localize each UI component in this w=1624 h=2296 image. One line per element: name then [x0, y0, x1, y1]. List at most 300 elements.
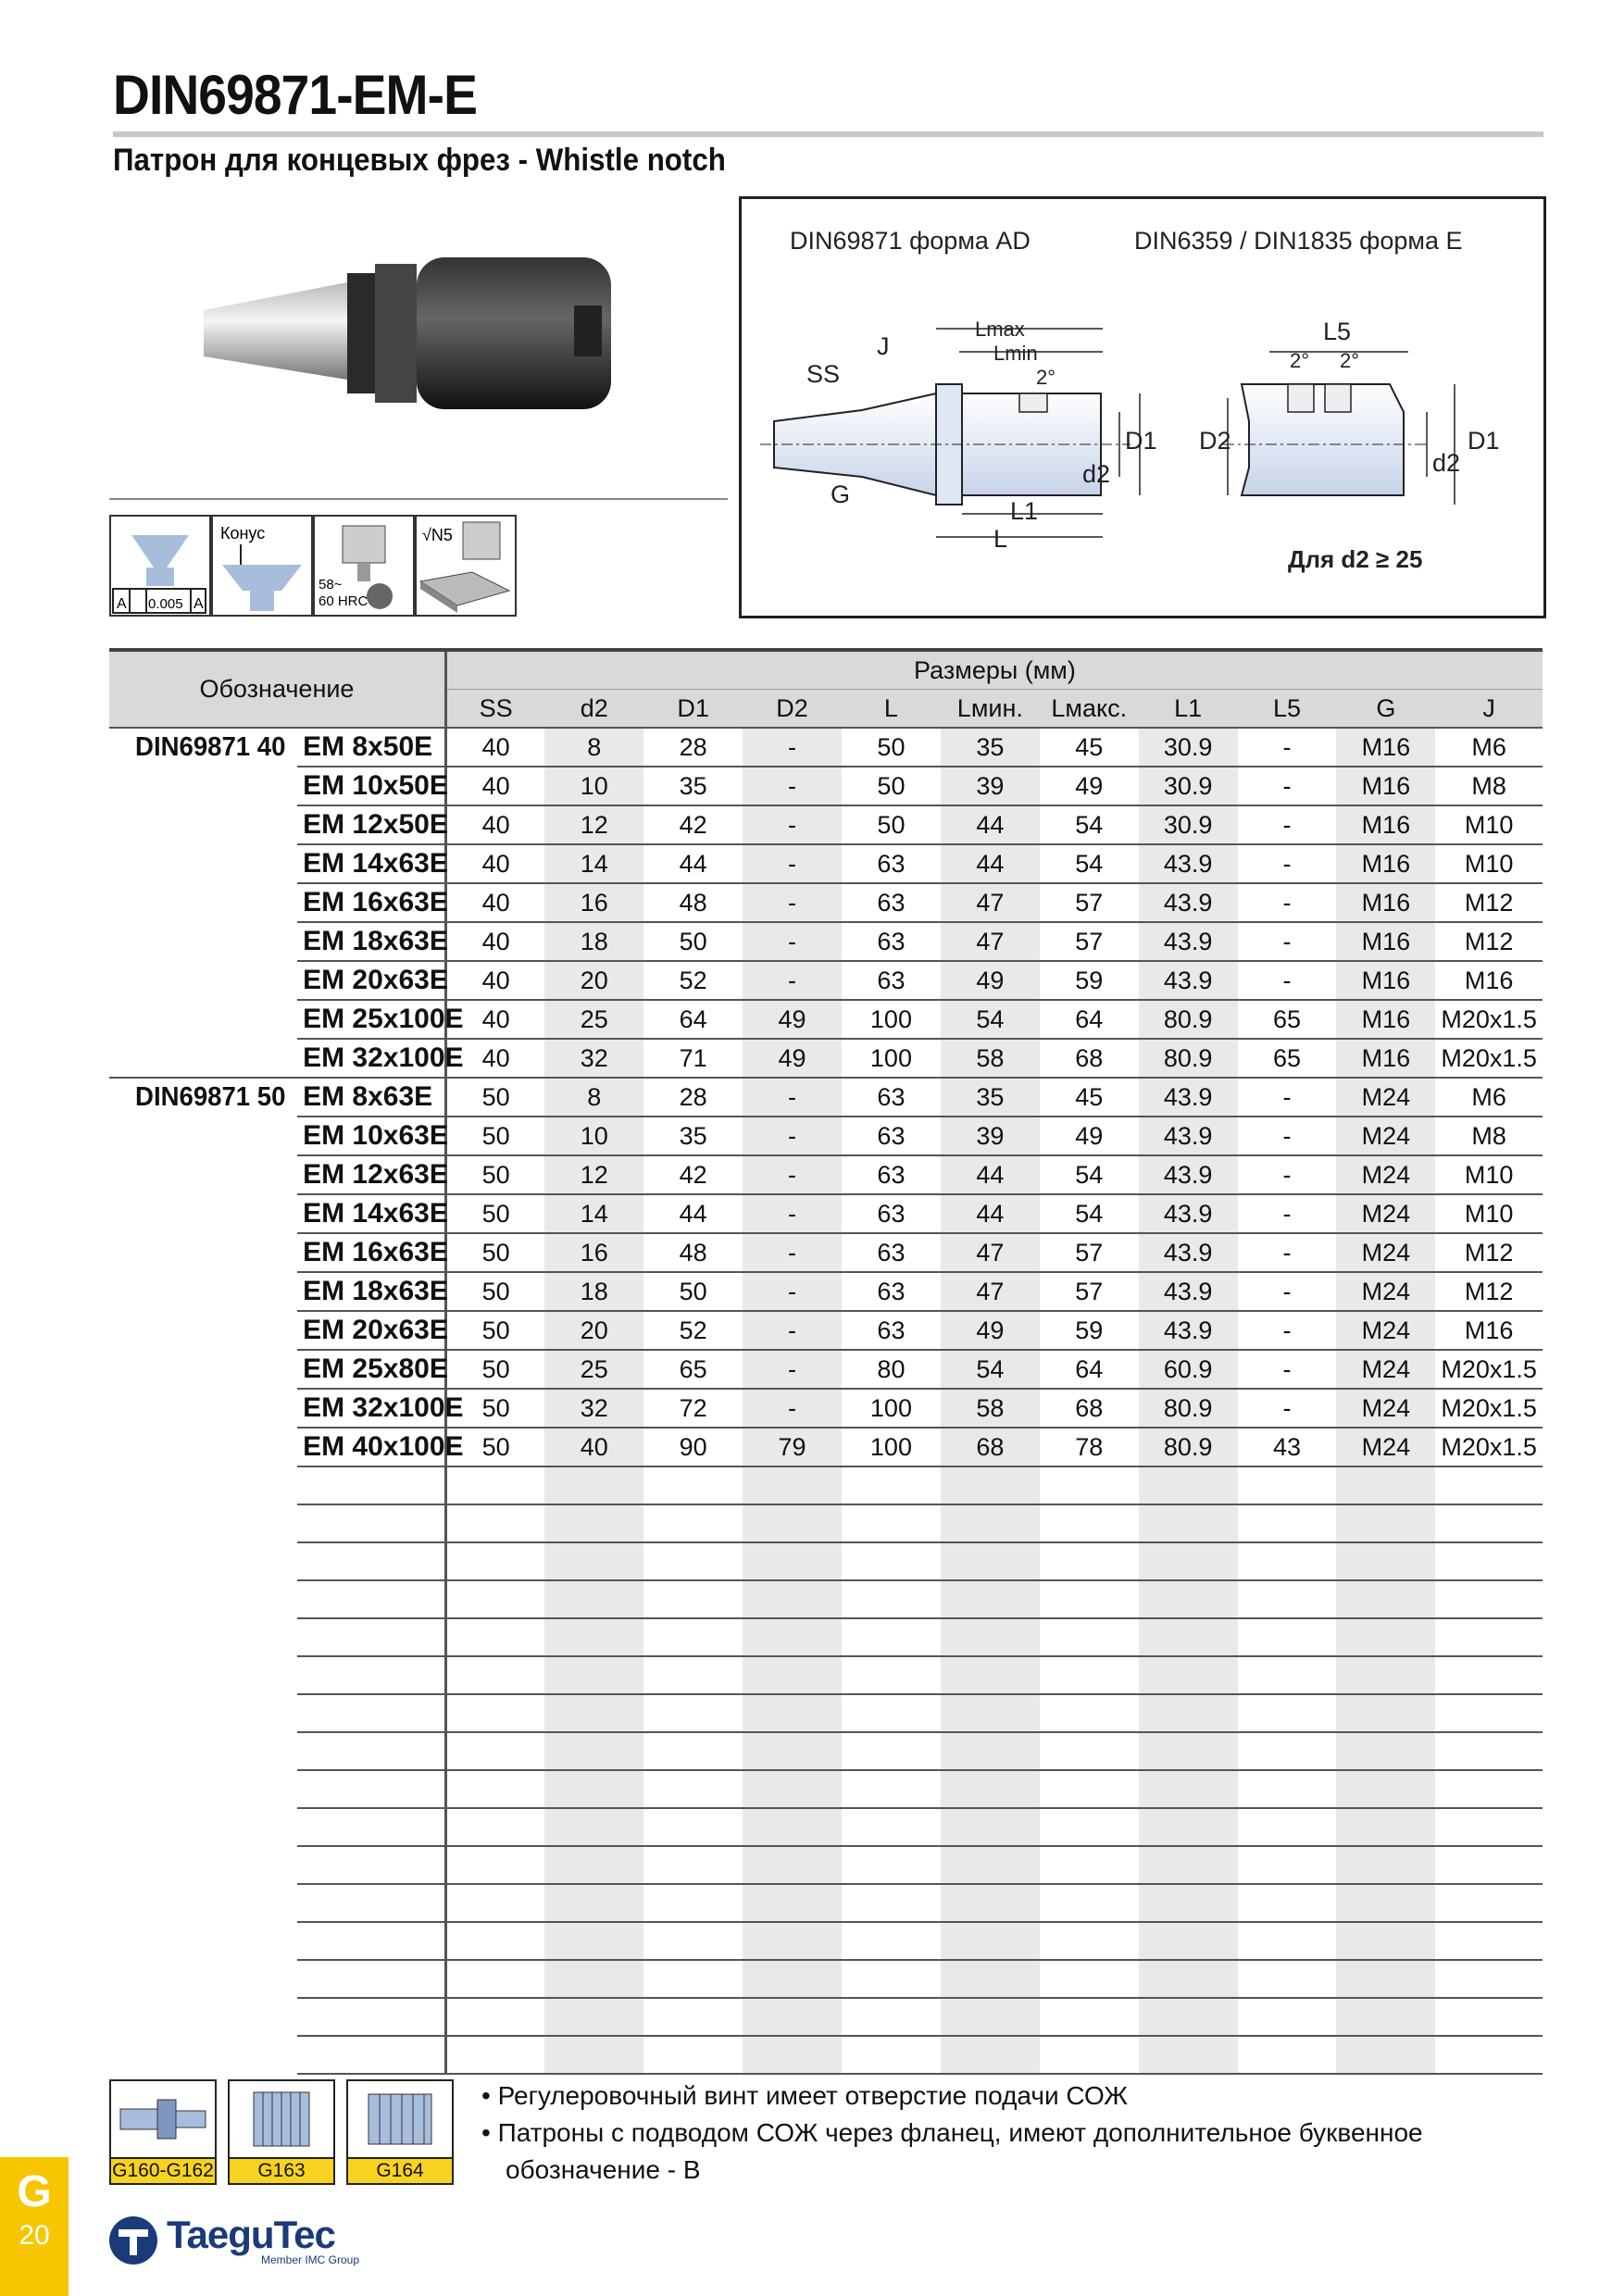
cell-value: 43.9: [1139, 1272, 1238, 1311]
empty-cell: [445, 1542, 544, 1580]
cell-value: 42: [643, 805, 743, 844]
cell-value: 50: [445, 1117, 544, 1155]
empty-cell: [941, 1846, 1040, 1884]
empty-cell: [544, 1770, 643, 1808]
column-header: L1: [1139, 690, 1238, 729]
cell-value: 39: [941, 1117, 1040, 1155]
cell-value: 100: [842, 1428, 941, 1466]
empty-cell: [1238, 1694, 1337, 1732]
cell-value: 8: [544, 1078, 643, 1117]
surface-finish-label: √N5: [422, 526, 453, 544]
cell-value: 63: [842, 1233, 941, 1272]
item-code: EM 25x80E: [297, 1350, 445, 1389]
cell-value: 43.9: [1139, 961, 1238, 1000]
cell-value: 63: [842, 1272, 941, 1311]
cell-value: 47: [941, 1272, 1040, 1311]
cell-value: 50: [445, 1311, 544, 1350]
empty-cell: [1040, 1656, 1139, 1694]
empty-cell: [1435, 1732, 1543, 1770]
label-g: G: [831, 480, 851, 508]
cell-value: M8: [1435, 767, 1543, 805]
table-row: [109, 1389, 1543, 1428]
empty-cell: [1336, 1884, 1435, 1922]
cell-value: M20x1.5: [1435, 1428, 1543, 1466]
surface-finish-icon: [415, 515, 517, 617]
cell-value: M24: [1336, 1155, 1435, 1194]
photo-divider: [109, 498, 728, 500]
cell-value: -: [1238, 728, 1337, 767]
cell-value: 80.9: [1139, 1039, 1238, 1078]
cell-value: 63: [842, 883, 941, 922]
empty-cell: [1139, 1960, 1238, 1998]
cell-value: 49: [743, 1000, 842, 1039]
empty-cell: [1336, 1504, 1435, 1542]
technical-drawing: [739, 196, 1546, 618]
cell-value: M24: [1336, 1389, 1435, 1428]
drawing-lines: [742, 199, 1543, 616]
empty-cell: [842, 1466, 941, 1504]
cell-value: 45: [1040, 728, 1139, 767]
cell-value: 35: [643, 1117, 743, 1155]
empty-cell: [1040, 1732, 1139, 1770]
cell-value: 43.9: [1139, 1194, 1238, 1233]
empty-cell: [643, 1770, 743, 1808]
cell-value: 43.9: [1139, 1117, 1238, 1155]
item-code: EM 20x63E: [297, 961, 445, 1000]
cell-value: M10: [1435, 805, 1543, 844]
empty-cell: [941, 1504, 1040, 1542]
empty-cell: [544, 1960, 643, 1998]
brand-logo-subtext: Member IMC Group: [261, 2253, 360, 2266]
cell-value: M16: [1435, 961, 1543, 1000]
ref-label-1: G160-G162: [111, 2157, 215, 2183]
runout-icon: [109, 515, 211, 617]
cell-value: 14: [544, 844, 643, 883]
cell-value: 28: [643, 728, 743, 767]
empty-cell: [1139, 1580, 1238, 1618]
empty-cell: [941, 1466, 1040, 1504]
empty-row: [109, 1580, 1543, 1618]
empty-cell: [941, 1808, 1040, 1846]
empty-cell: [109, 1998, 297, 2036]
cell-value: 14: [544, 1194, 643, 1233]
cell-value: 100: [842, 1039, 941, 1078]
empty-cell: [544, 1466, 643, 1504]
cell-value: 68: [1040, 1039, 1139, 1078]
empty-cell: [1435, 1656, 1543, 1694]
ref-screw-2[interactable]: [346, 2079, 454, 2185]
taper-label: Конус: [220, 524, 266, 543]
cell-value: 43.9: [1139, 844, 1238, 883]
empty-cell: [297, 1694, 445, 1732]
cell-value: M12: [1435, 1272, 1543, 1311]
label-D2: D2: [1199, 427, 1231, 455]
empty-cell: [1336, 1846, 1435, 1884]
empty-cell: [445, 1504, 544, 1542]
empty-cell: [1040, 1580, 1139, 1618]
cell-value: 50: [842, 767, 941, 805]
empty-cell: [297, 1922, 445, 1960]
empty-cell: [297, 1580, 445, 1618]
label-j: J: [877, 332, 890, 360]
ref-pull-stud[interactable]: [109, 2079, 217, 2185]
cell-value: 44: [941, 844, 1040, 883]
cell-value: 63: [842, 1311, 941, 1350]
cell-value: 64: [1040, 1000, 1139, 1039]
cell-value: 63: [842, 922, 941, 961]
group-name: [114, 922, 293, 961]
group-name: [114, 1155, 293, 1194]
empty-cell: [445, 1808, 544, 1846]
empty-cell: [643, 1922, 743, 1960]
cell-value: 80: [842, 1350, 941, 1389]
cell-value: 54: [1040, 844, 1139, 883]
empty-cell: [1238, 1580, 1337, 1618]
cell-value: -: [743, 1194, 842, 1233]
empty-cell: [1040, 1466, 1139, 1504]
cell-value: -: [1238, 1078, 1337, 1117]
empty-cell: [842, 1770, 941, 1808]
label-l: L: [993, 525, 1008, 553]
cell-value: 54: [941, 1350, 1040, 1389]
empty-cell: [109, 1808, 297, 1846]
empty-cell: [842, 1998, 941, 2036]
empty-cell: [297, 1960, 445, 1998]
empty-cell: [1336, 1656, 1435, 1694]
column-header: J: [1435, 690, 1543, 729]
empty-cell: [1139, 1922, 1238, 1960]
cell-value: 49: [941, 961, 1040, 1000]
empty-cell: [1040, 1694, 1139, 1732]
column-header: L5: [1238, 690, 1337, 729]
cell-value: 54: [1040, 1194, 1139, 1233]
label-angle3: 2°: [1340, 349, 1360, 372]
cell-value: 35: [941, 728, 1040, 767]
cell-value: 47: [941, 1233, 1040, 1272]
empty-cell: [1435, 1580, 1543, 1618]
empty-cell: [743, 1884, 842, 1922]
item-code: EM 14x63E: [297, 844, 445, 883]
cell-value: 50: [842, 728, 941, 767]
column-header: D2: [743, 690, 842, 729]
cell-value: 50: [445, 1194, 544, 1233]
group-name: [114, 1000, 293, 1039]
label-lmin: Lmin: [993, 342, 1038, 365]
empty-cell: [643, 1884, 743, 1922]
empty-cell: [1336, 1466, 1435, 1504]
cell-value: -: [1238, 883, 1337, 922]
empty-cell: [109, 1466, 297, 1504]
empty-cell: [297, 1542, 445, 1580]
empty-cell: [1435, 1542, 1543, 1580]
cell-value: M10: [1435, 844, 1543, 883]
cell-value: 63: [842, 961, 941, 1000]
table-row: [109, 961, 1543, 1000]
empty-cell: [842, 1846, 941, 1884]
cell-value: M8: [1435, 1117, 1543, 1155]
cell-value: 50: [643, 1272, 743, 1311]
cell-value: 40: [445, 883, 544, 922]
cell-value: 63: [842, 1078, 941, 1117]
table-row: [109, 1350, 1543, 1389]
cell-value: -: [1238, 961, 1337, 1000]
empty-cell: [1435, 1504, 1543, 1542]
ref-label-2: G163: [230, 2157, 333, 2183]
empty-cell: [544, 2036, 643, 2074]
empty-cell: [1139, 1732, 1238, 1770]
cell-value: -: [743, 922, 842, 961]
empty-cell: [1336, 1960, 1435, 1998]
cell-value: 50: [445, 1389, 544, 1428]
cell-value: 71: [643, 1039, 743, 1078]
cell-value: M24: [1336, 1428, 1435, 1466]
cell-value: M24: [1336, 1350, 1435, 1389]
empty-cell: [1238, 1656, 1337, 1694]
empty-cell: [1139, 1770, 1238, 1808]
cell-value: 40: [445, 767, 544, 805]
cell-value: M16: [1336, 844, 1435, 883]
cell-value: 43.9: [1139, 1233, 1238, 1272]
empty-cell: [842, 1922, 941, 1960]
table-row: [109, 1311, 1543, 1350]
empty-cell: [1238, 1542, 1337, 1580]
empty-cell: [941, 1884, 1040, 1922]
cell-value: M20x1.5: [1435, 1389, 1543, 1428]
empty-cell: [1139, 1542, 1238, 1580]
empty-cell: [1040, 1998, 1139, 2036]
empty-cell: [1139, 1808, 1238, 1846]
cell-value: 54: [941, 1000, 1040, 1039]
cell-value: 80.9: [1139, 1000, 1238, 1039]
cell-value: M20x1.5: [1435, 1039, 1543, 1078]
empty-row: [109, 1618, 1543, 1656]
cell-value: 44: [941, 1194, 1040, 1233]
cell-value: 25: [544, 1350, 643, 1389]
empty-cell: [544, 1580, 643, 1618]
hardness-line2: 60 HRC: [319, 593, 369, 609]
group-name: [114, 1117, 293, 1155]
group-name: DIN69871 40: [135, 732, 286, 762]
table-row: [109, 1233, 1543, 1272]
group-name: [114, 1428, 293, 1466]
empty-cell: [643, 2036, 743, 2074]
table-row: [109, 1194, 1543, 1233]
group-name: [114, 883, 293, 922]
cell-value: 63: [842, 1155, 941, 1194]
cell-value: 65: [643, 1350, 743, 1389]
label-l1: L1: [1010, 497, 1039, 525]
cell-value: 43.9: [1139, 1155, 1238, 1194]
empty-cell: [941, 1922, 1040, 1960]
empty-cell: [941, 1732, 1040, 1770]
cell-value: 49: [1040, 1117, 1139, 1155]
group-name: [114, 1311, 293, 1350]
empty-cell: [445, 1656, 544, 1694]
taegutec-logo-icon: [107, 2215, 159, 2266]
ref-screw-1[interactable]: [228, 2079, 335, 2185]
item-code: EM 40x100E: [297, 1428, 445, 1466]
empty-cell: [109, 1580, 297, 1618]
runout-datum: A: [117, 596, 127, 612]
empty-cell: [643, 1808, 743, 1846]
empty-cell: [445, 1580, 544, 1618]
empty-row: [109, 2036, 1543, 2074]
empty-cell: [109, 1656, 297, 1694]
empty-cell: [297, 1732, 445, 1770]
empty-cell: [842, 1694, 941, 1732]
cell-value: -: [743, 1155, 842, 1194]
cell-value: 50: [643, 922, 743, 961]
cell-value: 63: [842, 1117, 941, 1155]
cell-value: 40: [445, 961, 544, 1000]
empty-cell: [643, 1618, 743, 1656]
diagram-right-title: DIN6359 / DIN1835 форма E: [1134, 227, 1463, 255]
table-row: [109, 805, 1543, 844]
cell-value: 65: [1238, 1039, 1337, 1078]
cell-value: -: [743, 961, 842, 1000]
empty-row: [109, 1542, 1543, 1580]
cell-value: 30.9: [1139, 728, 1238, 767]
cell-value: 40: [544, 1428, 643, 1466]
empty-cell: [1336, 1580, 1435, 1618]
group-name: [114, 1039, 293, 1078]
empty-cell: [842, 1580, 941, 1618]
empty-cell: [743, 1998, 842, 2036]
empty-cell: [743, 1580, 842, 1618]
item-code: EM 25x100E: [297, 1000, 445, 1039]
runout-ref: A: [194, 596, 204, 612]
cell-value: M16: [1336, 1039, 1435, 1078]
cell-value: 59: [1040, 961, 1139, 1000]
empty-cell: [445, 1846, 544, 1884]
cell-value: M12: [1435, 922, 1543, 961]
cell-value: 25: [544, 1000, 643, 1039]
cell-value: -: [743, 883, 842, 922]
cell-value: -: [743, 1311, 842, 1350]
cell-value: 20: [544, 1311, 643, 1350]
cell-value: M16: [1435, 1311, 1543, 1350]
empty-cell: [109, 1846, 297, 1884]
empty-cell: [1238, 1732, 1337, 1770]
cell-value: M16: [1336, 883, 1435, 922]
cell-value: 10: [544, 1117, 643, 1155]
cell-value: -: [1238, 805, 1337, 844]
item-code: EM 10x50E: [297, 767, 445, 805]
empty-cell: [1040, 1770, 1139, 1808]
empty-row: [109, 1770, 1543, 1808]
empty-cell: [1435, 1808, 1543, 1846]
cell-value: 47: [941, 883, 1040, 922]
empty-cell: [941, 2036, 1040, 2074]
empty-cell: [445, 1618, 544, 1656]
item-code: EM 32x100E: [297, 1389, 445, 1428]
cell-value: -: [1238, 1117, 1337, 1155]
empty-cell: [842, 1542, 941, 1580]
empty-cell: [842, 1808, 941, 1846]
empty-cell: [941, 1960, 1040, 1998]
diagram-left-title: DIN69871 форма AD: [790, 227, 1031, 255]
diagram-note: Для d2 ≥ 25: [1288, 545, 1423, 573]
hardness-line1: 58~: [319, 577, 343, 593]
cell-value: -: [743, 1117, 842, 1155]
cell-value: 30.9: [1139, 767, 1238, 805]
table-row: [109, 844, 1543, 883]
cell-value: M24: [1336, 1311, 1435, 1350]
empty-cell: [1139, 1846, 1238, 1884]
empty-row: [109, 1732, 1543, 1770]
cell-value: 18: [544, 1272, 643, 1311]
empty-cell: [1139, 1656, 1238, 1694]
cell-value: 79: [743, 1428, 842, 1466]
cell-value: -: [743, 728, 842, 767]
cell-value: 35: [643, 767, 743, 805]
empty-cell: [743, 1808, 842, 1846]
empty-cell: [297, 1466, 445, 1504]
cell-value: 16: [544, 883, 643, 922]
ref-label-3: G164: [348, 2157, 452, 2183]
note-1: • Регулеровочный винт имеет отверстие подачи СОЖ: [481, 2081, 1129, 2110]
label-d1-right: D1: [1468, 427, 1500, 455]
empty-row: [109, 1808, 1543, 1846]
empty-cell: [1238, 1884, 1337, 1922]
column-header: SS: [445, 690, 544, 729]
cell-value: -: [1238, 1194, 1337, 1233]
empty-cell: [1040, 1504, 1139, 1542]
empty-cell: [109, 1922, 297, 1960]
table-row: [109, 1272, 1543, 1311]
cell-value: 48: [643, 883, 743, 922]
item-code: EM 18x63E: [297, 922, 445, 961]
label-ss: SS: [806, 360, 841, 388]
empty-cell: [1040, 1884, 1139, 1922]
empty-cell: [743, 1960, 842, 1998]
empty-cell: [109, 1694, 297, 1732]
cell-value: 43.9: [1139, 883, 1238, 922]
page-subtitle: Патрон для концевых фрез - Whistle notch: [113, 143, 726, 178]
empty-cell: [297, 1884, 445, 1922]
cell-value: 30.9: [1139, 805, 1238, 844]
empty-cell: [1040, 1542, 1139, 1580]
specification-table: [109, 648, 1543, 2075]
cell-value: 54: [1040, 805, 1139, 844]
item-code: EM 8x50E: [297, 728, 445, 767]
empty-cell: [544, 1618, 643, 1656]
empty-cell: [1238, 1846, 1337, 1884]
note-3: обозначение - B: [506, 2155, 701, 2184]
empty-cell: [544, 1694, 643, 1732]
empty-cell: [1139, 1884, 1238, 1922]
empty-cell: [1435, 1466, 1543, 1504]
group-name: DIN69871 50: [114, 1078, 293, 1117]
cell-value: 8: [544, 728, 643, 767]
group-name: [114, 961, 293, 1000]
empty-cell: [941, 1618, 1040, 1656]
item-code: EM 16x63E: [297, 1233, 445, 1272]
runout-value: 0.005: [148, 596, 183, 612]
empty-cell: [643, 1504, 743, 1542]
empty-cell: [1139, 1618, 1238, 1656]
cell-value: M24: [1336, 1194, 1435, 1233]
empty-cell: [544, 1922, 643, 1960]
empty-cell: [743, 1504, 842, 1542]
empty-cell: [109, 1960, 297, 1998]
cell-value: M12: [1435, 883, 1543, 922]
empty-cell: [109, 1504, 297, 1542]
cell-value: -: [1238, 1272, 1337, 1311]
cell-value: -: [1238, 844, 1337, 883]
empty-cell: [1336, 1732, 1435, 1770]
empty-cell: [1238, 2036, 1337, 2074]
